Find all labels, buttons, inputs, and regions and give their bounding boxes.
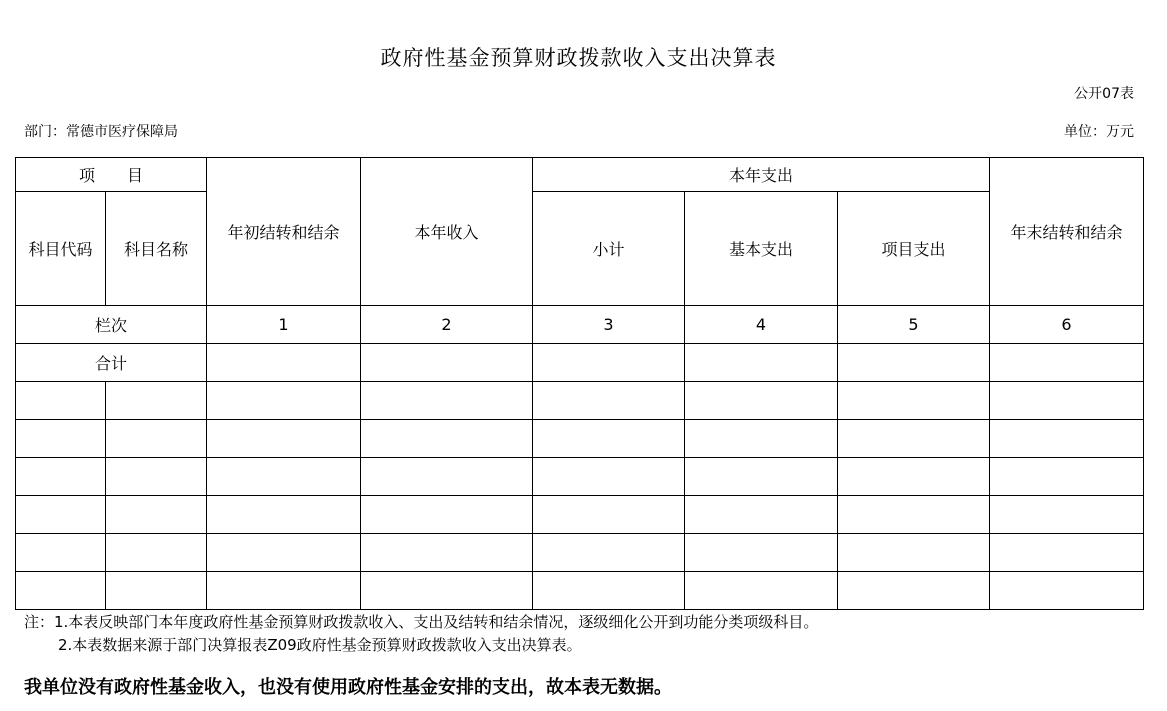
column-number: 1	[207, 306, 361, 344]
table-cell	[685, 458, 838, 496]
table-cell	[207, 534, 361, 572]
table-cell	[685, 496, 838, 534]
table-row	[16, 572, 1144, 610]
table-cell	[207, 344, 361, 382]
table-cell	[361, 496, 533, 534]
header-subtotal: 小计	[533, 192, 685, 306]
table-row	[16, 458, 1144, 496]
table-cell	[16, 572, 106, 610]
table-cell	[16, 534, 106, 572]
table-cell	[838, 420, 990, 458]
table-cell	[361, 572, 533, 610]
header-current-income: 本年收入	[361, 158, 533, 306]
table-cell	[16, 496, 106, 534]
table-cell	[207, 572, 361, 610]
table-cell	[990, 420, 1144, 458]
table-cell	[838, 458, 990, 496]
header-basic-expense: 基本支出	[685, 192, 838, 306]
table-row	[16, 496, 1144, 534]
table-cell	[207, 458, 361, 496]
table-cell	[106, 572, 207, 610]
table-cell	[106, 382, 207, 420]
table-cell	[685, 344, 838, 382]
table-cell	[533, 572, 685, 610]
column-number: 2	[361, 306, 533, 344]
notes	[24, 611, 818, 657]
header-subject-code: 科目代码	[16, 192, 106, 306]
total-label: 合计	[16, 344, 207, 382]
header-project-expense: 项目支出	[838, 192, 990, 306]
table-cell	[533, 458, 685, 496]
table-cell	[990, 382, 1144, 420]
table-row	[16, 382, 1144, 420]
table-cell	[990, 534, 1144, 572]
table-cell	[685, 534, 838, 572]
column-index-label: 栏次	[16, 306, 207, 344]
column-number: 6	[990, 306, 1144, 344]
table-cell	[838, 572, 990, 610]
table-cell	[990, 496, 1144, 534]
column-number: 4	[685, 306, 838, 344]
page-title: 政府性基金预算财政拨款收入支出决算表	[380, 46, 777, 70]
table-cell	[207, 420, 361, 458]
table-row	[16, 420, 1144, 458]
budget-table	[15, 157, 1144, 610]
no-data-statement: 我单位没有政府性基金收入，也没有使用政府性基金安排的支出，故本表无数据。	[24, 677, 672, 698]
column-number: 5	[838, 306, 990, 344]
header-current-expense: 本年支出	[533, 158, 990, 192]
total-row	[16, 344, 1144, 382]
table-cell	[207, 382, 361, 420]
note-1: 注：1.本表反映部门本年度政府性基金预算财政拨款收入、支出及结转和结余情况，逐级细化公开到功能分类项级科目。	[24, 613, 819, 631]
header-subject-name: 科目名称	[106, 192, 207, 306]
table-cell	[685, 382, 838, 420]
table-cell	[990, 572, 1144, 610]
table-cell	[838, 344, 990, 382]
table-cell	[106, 458, 207, 496]
table-cell	[838, 496, 990, 534]
header-closing-balance: 年末结转和结余	[990, 158, 1144, 306]
column-index-row	[16, 306, 1144, 344]
table-cell	[106, 534, 207, 572]
table-cell	[207, 496, 361, 534]
table-cell	[106, 496, 207, 534]
table-cell	[533, 496, 685, 534]
department-label: 部门：常德市医疗保障局	[24, 124, 178, 140]
table-cell	[838, 382, 990, 420]
table-cell	[990, 458, 1144, 496]
table-cell	[533, 420, 685, 458]
form-number: 公开07表	[1074, 86, 1134, 102]
table-cell	[16, 382, 106, 420]
table-cell	[838, 534, 990, 572]
table-cell	[685, 420, 838, 458]
table-cell	[361, 458, 533, 496]
table-cell	[16, 420, 106, 458]
column-number: 3	[533, 306, 685, 344]
table-cell	[990, 344, 1144, 382]
table-cell	[361, 382, 533, 420]
table-cell	[361, 420, 533, 458]
table-cell	[685, 572, 838, 610]
note-2: 2.本表数据来源于部门决算报表Z09政府性基金预算财政拨款收入支出决算表。	[58, 636, 582, 654]
unit-label: 单位：万元	[1064, 124, 1134, 140]
table-cell	[16, 458, 106, 496]
table-cell	[533, 344, 685, 382]
table-cell	[533, 534, 685, 572]
header-opening-balance: 年初结转和结余	[207, 158, 361, 306]
table-cell	[533, 382, 685, 420]
table-row	[16, 534, 1144, 572]
header-item: 项 目	[16, 158, 207, 192]
table-cell	[361, 534, 533, 572]
table-cell	[106, 420, 207, 458]
table-cell	[361, 344, 533, 382]
